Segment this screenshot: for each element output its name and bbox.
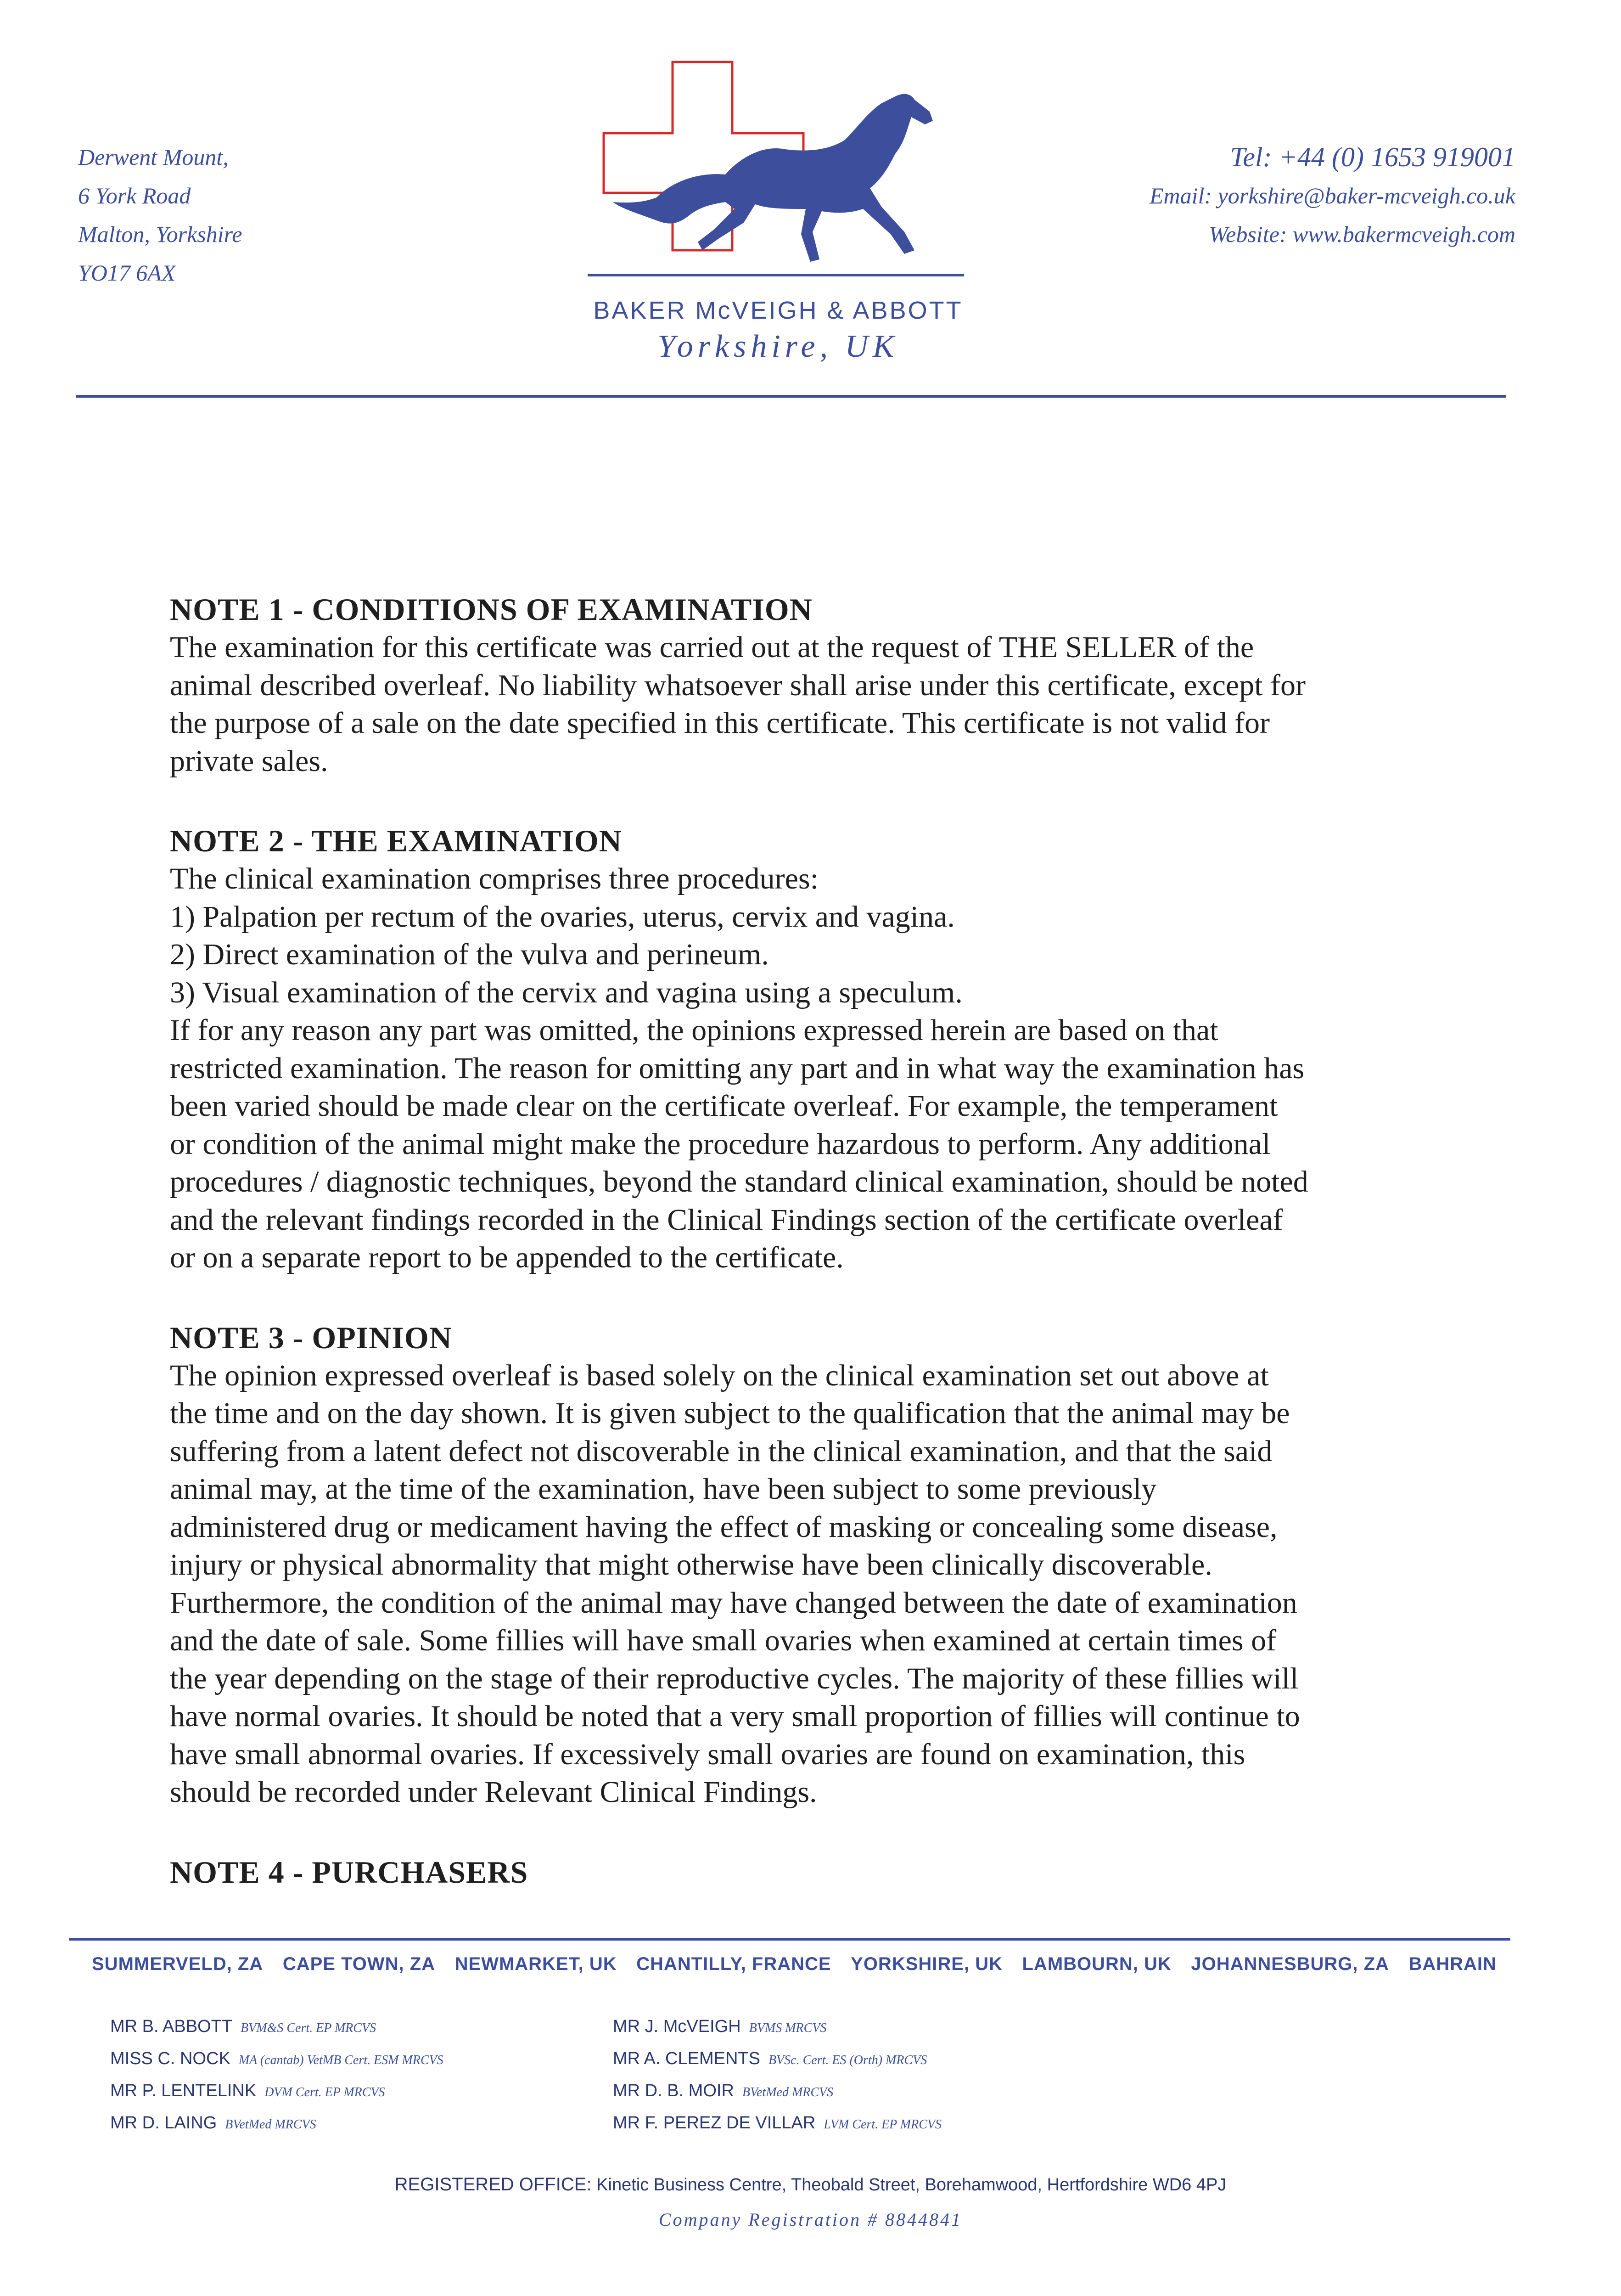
- text-line: or condition of the animal might make the procedure hazardous to perform. Any additional: [170, 1127, 1271, 1161]
- brand-location: Yorkshire, UK: [657, 329, 899, 364]
- staff-entry: [110, 2011, 443, 2043]
- staff-qualifications: MA (cantab) VetMB Cert. ESM MRCVS: [238, 2053, 443, 2067]
- footer-divider: [69, 1938, 1510, 1941]
- staff-entry: [613, 2043, 942, 2076]
- text-line: and the date of sale. Some fillies will have small ovaries when examined at certain times of: [170, 1624, 1277, 1657]
- text-line: The clinical examination comprises three procedures:: [170, 862, 819, 895]
- staff-name: MR B. ABBOTT: [110, 2017, 233, 2036]
- company-logo: [588, 57, 969, 287]
- note-title: NOTE 1 - CONDITIONS OF EXAMINATION: [170, 592, 813, 627]
- text-line: Furthermore, the condition of the animal may have changed between the date of examination: [170, 1586, 1297, 1620]
- text-line: injury or physical abnormality that might otherwise have been clinically discoverable.: [170, 1548, 1212, 1581]
- note-1: [170, 590, 1409, 780]
- text-line: suffering from a latent defect not discoverable in the clinical examination, and that the said: [170, 1434, 1273, 1468]
- address-line: Malton, Yorkshire: [78, 221, 242, 247]
- text-line: private sales.: [170, 744, 328, 778]
- office-location: CAPE TOWN, ZA: [282, 1954, 436, 1974]
- document-body: [170, 590, 1409, 1933]
- office-location: SUMMERVELD, ZA: [92, 1954, 264, 1974]
- office-location: JOHANNESBURG, ZA: [1191, 1954, 1389, 1974]
- staff-list-left: [110, 2011, 443, 2140]
- text-line: The examination for this certificate was carried out at the request of THE SELLER of the: [170, 630, 1254, 664]
- office-locations: [92, 1954, 1497, 1975]
- staff-name: MR D. LAING: [110, 2113, 217, 2133]
- text-line: procedures / diagnostic techniques, beyond the standard clinical examination, should be noted: [170, 1165, 1308, 1199]
- office-location: YORKSHIRE, UK: [851, 1954, 1003, 1974]
- note-body: [170, 860, 1409, 1277]
- office-location: CHANTILLY, FRANCE: [636, 1954, 831, 1974]
- address-line: 6 York Road: [78, 183, 191, 208]
- staff-name: MR J. McVEIGH: [613, 2017, 741, 2036]
- horse-cross-logo-icon: [588, 57, 969, 287]
- note-body: [170, 1357, 1409, 1812]
- office-location: NEWMARKET, UK: [454, 1954, 617, 1974]
- registered-office-address: Kinetic Business Centre, Theobald Street, Borehamwood, Hertfordshire WD6 4PJ: [596, 2175, 1227, 2195]
- staff-entry: [110, 2076, 443, 2108]
- office-location: LAMBOURN, UK: [1022, 1954, 1172, 1974]
- office-location: BAHRAIN: [1408, 1954, 1497, 1974]
- staff-qualifications: BVetMed MRCVS: [225, 2117, 316, 2132]
- note-title: NOTE 4 - PURCHASERS: [170, 1854, 528, 1890]
- website-url: Website: www.bakermcveigh.com: [1209, 221, 1515, 247]
- note-2: [170, 822, 1409, 1277]
- registered-office-label: REGISTERED OFFICE:: [394, 2174, 592, 2195]
- registered-office: [0, 2174, 1621, 2195]
- address-line: Derwent Mount,: [78, 144, 229, 170]
- text-line: 2) Direct examination of the vulva and perineum.: [170, 938, 769, 971]
- text-line: the purpose of a sale on the date specified in this certificate. This certificate is not valid for: [170, 706, 1270, 740]
- text-line: 3) Visual examination of the cervix and vagina using a speculum.: [170, 975, 963, 1009]
- address-line: YO17 6AX: [78, 260, 176, 286]
- text-line: animal may, at the time of the examination, have been subject to some previously: [170, 1472, 1157, 1506]
- staff-qualifications: DVM Cert. EP MRCVS: [264, 2085, 385, 2099]
- text-line: 1) Palpation per rectum of the ovaries, uterus, cervix and vagina.: [170, 900, 955, 934]
- text-line: administered drug or medicament having the effect of masking or concealing some disease,: [170, 1510, 1278, 1544]
- staff-name: MR D. B. MOIR: [613, 2081, 734, 2100]
- text-line: the year depending on the stage of their reproductive cycles. The majority of these fillies will: [170, 1661, 1299, 1695]
- text-line: should be recorded under Relevant Clinical Findings.: [170, 1775, 817, 1809]
- text-line: been varied should be made clear on the certificate overleaf. For example, the temperament: [170, 1089, 1278, 1123]
- text-line: have normal ovaries. It should be noted that a very small proportion of fillies will continue to: [170, 1699, 1300, 1733]
- staff-name: MR A. CLEMENTS: [613, 2049, 760, 2068]
- company-registration: Company Registration # 8844841: [658, 2209, 963, 2230]
- staff-name: MISS C. NOCK: [110, 2049, 230, 2068]
- email-address: Email: yorkshire@baker-mcveigh.co.uk: [1149, 183, 1515, 208]
- text-line: The opinion expressed overleaf is based solely on the clinical examination set out above at: [170, 1358, 1269, 1392]
- staff-entry: [613, 2011, 942, 2043]
- text-line: animal described overleaf. No liability whatsoever shall arise under this certificate, except for: [170, 668, 1306, 702]
- note-4: [170, 1853, 1409, 1891]
- staff-qualifications: LVM Cert. EP MRCVS: [824, 2117, 942, 2132]
- staff-name: MR P. LENTELINK: [110, 2081, 257, 2100]
- staff-entry: [110, 2108, 443, 2140]
- staff-qualifications: BVSc. Cert. ES (Orth) MRCVS: [768, 2053, 927, 2067]
- text-line: and the relevant findings recorded in the Clinical Findings section of the certificate overleaf: [170, 1203, 1283, 1237]
- staff-entry: [613, 2076, 942, 2108]
- staff-list-right: [613, 2011, 942, 2140]
- staff-qualifications: BVMS MRCVS: [749, 2021, 827, 2035]
- note-3: [170, 1318, 1409, 1812]
- staff-qualifications: BVetMed MRCVS: [742, 2085, 834, 2099]
- staff-qualifications: BVM&S Cert. EP MRCVS: [241, 2021, 376, 2035]
- note-title: NOTE 3 - OPINION: [170, 1320, 452, 1355]
- brand-name: BAKER McVEIGH & ABBOTT: [593, 297, 963, 324]
- note-body: [170, 629, 1409, 780]
- note-title: NOTE 2 - THE EXAMINATION: [170, 823, 622, 858]
- phone-number: Tel: +44 (0) 1653 919001: [1230, 142, 1515, 172]
- staff-entry: [613, 2108, 942, 2140]
- text-line: If for any reason any part was omitted, the opinions expressed herein are based on that: [170, 1013, 1218, 1047]
- text-line: restricted examination. The reason for omitting any part and in what way the examination has: [170, 1051, 1305, 1085]
- staff-entry: [110, 2043, 443, 2076]
- contact-details: [1150, 138, 1515, 253]
- header-divider: [76, 395, 1506, 398]
- text-line: the time and on the day shown. It is given subject to the qualification that the animal may be: [170, 1396, 1290, 1430]
- staff-name: MR F. PEREZ DE VILLAR: [613, 2113, 816, 2133]
- text-line: have small abnormal ovaries. If excessively small ovaries are found on examination, this: [170, 1737, 1245, 1771]
- text-line: or on a separate report to be appended to the certificate.: [170, 1241, 844, 1274]
- company-address: [78, 138, 242, 292]
